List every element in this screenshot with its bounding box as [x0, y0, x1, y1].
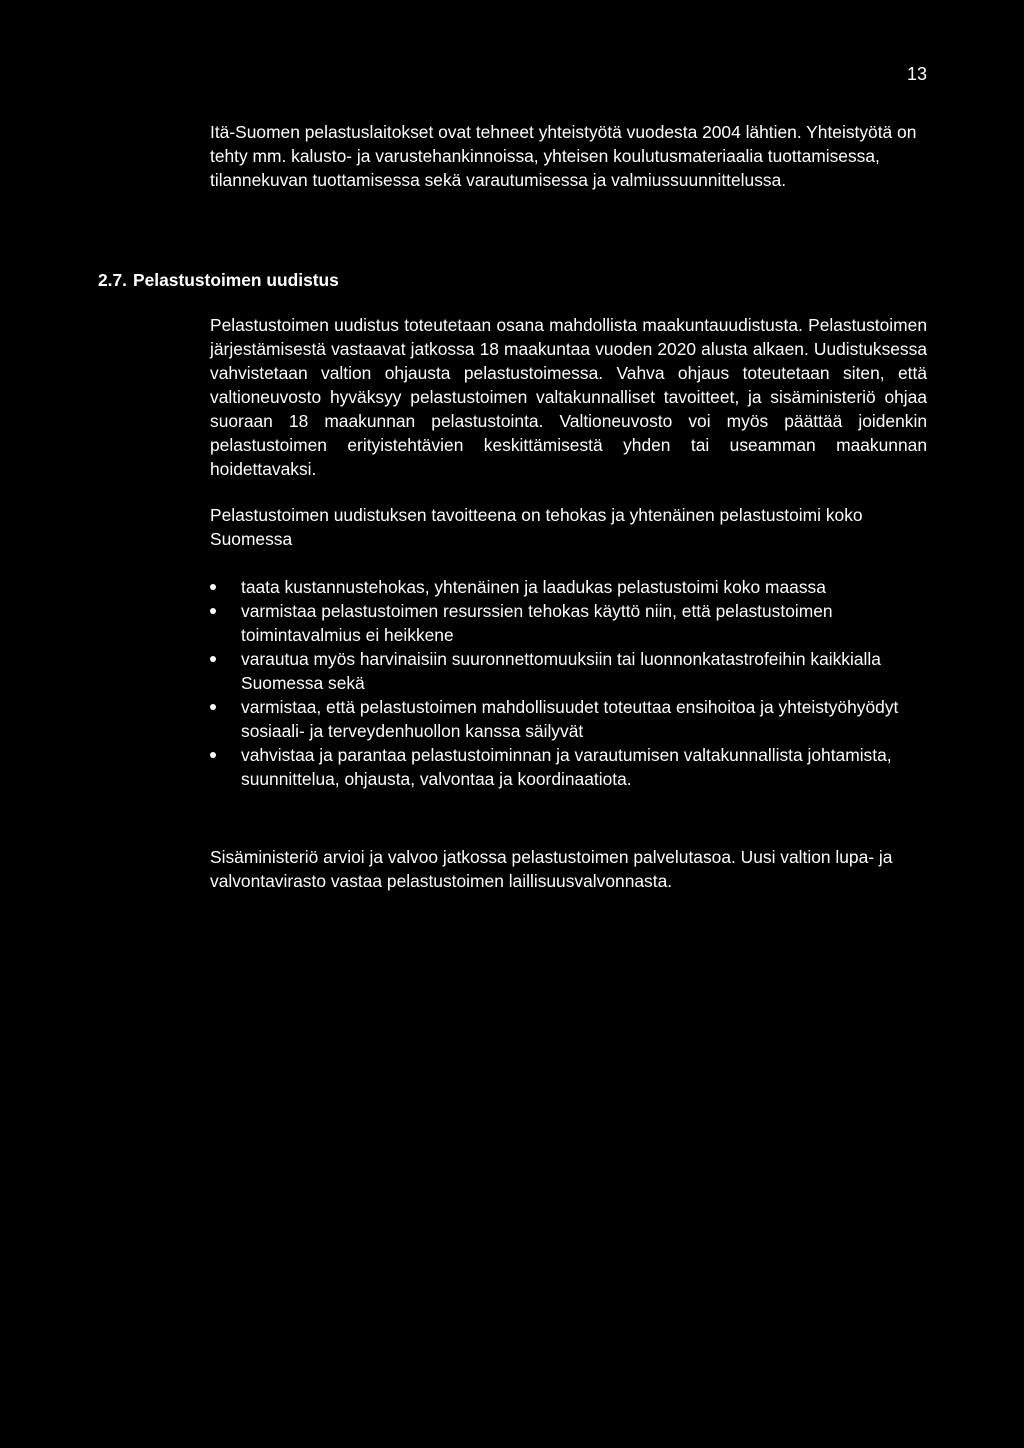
list-item — [210, 695, 927, 743]
list-item-text: varmistaa pelastustoimen resurssien tehokas käyttö niin, että pelastustoimen toimintavalmius ei heikkene — [241, 601, 833, 645]
page-number: 13 — [906, 64, 927, 84]
bullet-icon — [210, 704, 216, 710]
closing-block — [210, 845, 927, 893]
intro-block — [210, 120, 927, 192]
list-item-text: vahvistaa ja parantaa pelastustoiminnan ja varautumisen valtakunnallista johtamista, suunnittelua, ohjausta, valvontaa ja koordinaatiota. — [241, 745, 892, 789]
list-item — [210, 743, 927, 791]
section-body — [210, 313, 927, 481]
bullet-icon — [210, 608, 216, 614]
section-paragraph-3: Sisäministeriö arvioi ja valvoo jatkossa pelastustoimen palvelutasoa. Uusi valtion lupa- ja valvontavirasto vastaa pelastustoimen laillisuusvalvonnasta. — [210, 847, 893, 891]
list-item — [210, 647, 927, 695]
list-item-text: varautua myös harvinaisiin suuronnettomuuksiin tai luonnonkatastrofeihin kaikkialla Suomessa sekä — [241, 649, 881, 693]
goals-list — [210, 575, 927, 791]
section-title: Pelastustoimen uudistus — [133, 270, 339, 290]
bullet-icon — [210, 752, 216, 758]
bullet-icon — [210, 656, 216, 662]
section-paragraph-2: Pelastustoimen uudistuksen tavoitteena on tehokas ja yhtenäinen pelastustoimi koko Suomessa — [210, 505, 863, 549]
section-number: 2.7. — [98, 270, 128, 290]
intro-paragraph: Itä-Suomen pelastuslaitokset ovat tehneet yhteistyötä vuodesta 2004 lähtien. Yhteistyötä on tehty mm. kalusto- ja varustehankinnoissa, yhteisen koulutusmateriaalia tuottamisessa, tilannekuvan tuottamisessa sekä varautumisessa ja valmiussuunnittelussa. — [210, 122, 917, 190]
list-item-text: taata kustannustehokas, yhtenäinen ja laadukas pelastustoimi koko maassa — [241, 577, 826, 597]
bullet-icon — [210, 584, 216, 590]
goals-intro — [210, 503, 927, 551]
list-item-text: varmistaa, että pelastustoimen mahdollisuudet toteuttaa ensihoitoa ja yhteistyöhyödyt sosiaali- ja terveydenhuollon kanssa säilyvät — [241, 697, 899, 741]
section-heading — [98, 268, 339, 292]
list-item — [210, 599, 927, 647]
section-paragraph-1: Pelastustoimen uudistus toteutetaan osana mahdollista maakuntauudistusta. Pelastustoimen järjestämisestä vastaavat jatkossa 18 maakuntaa vuoden 2020 alusta alkaen. Uudistuksessa vahvistetaan valtion ohjausta pelastustoimessa. Vahva ohjaus toteutetaan siten, että valtioneuvosto hyväksyy pelastustoimen valtakunnalliset tavoitteet, ja sisäministeriö ohjaa suoraan 18 maakunnan pelastustointa. Valtioneuvosto voi myös päättää joidenkin pelastustoimen erityistehtävien keskittämisestä yhden tai useamman maakunnan hoidettavaksi. — [210, 315, 927, 479]
list-item — [210, 575, 927, 599]
